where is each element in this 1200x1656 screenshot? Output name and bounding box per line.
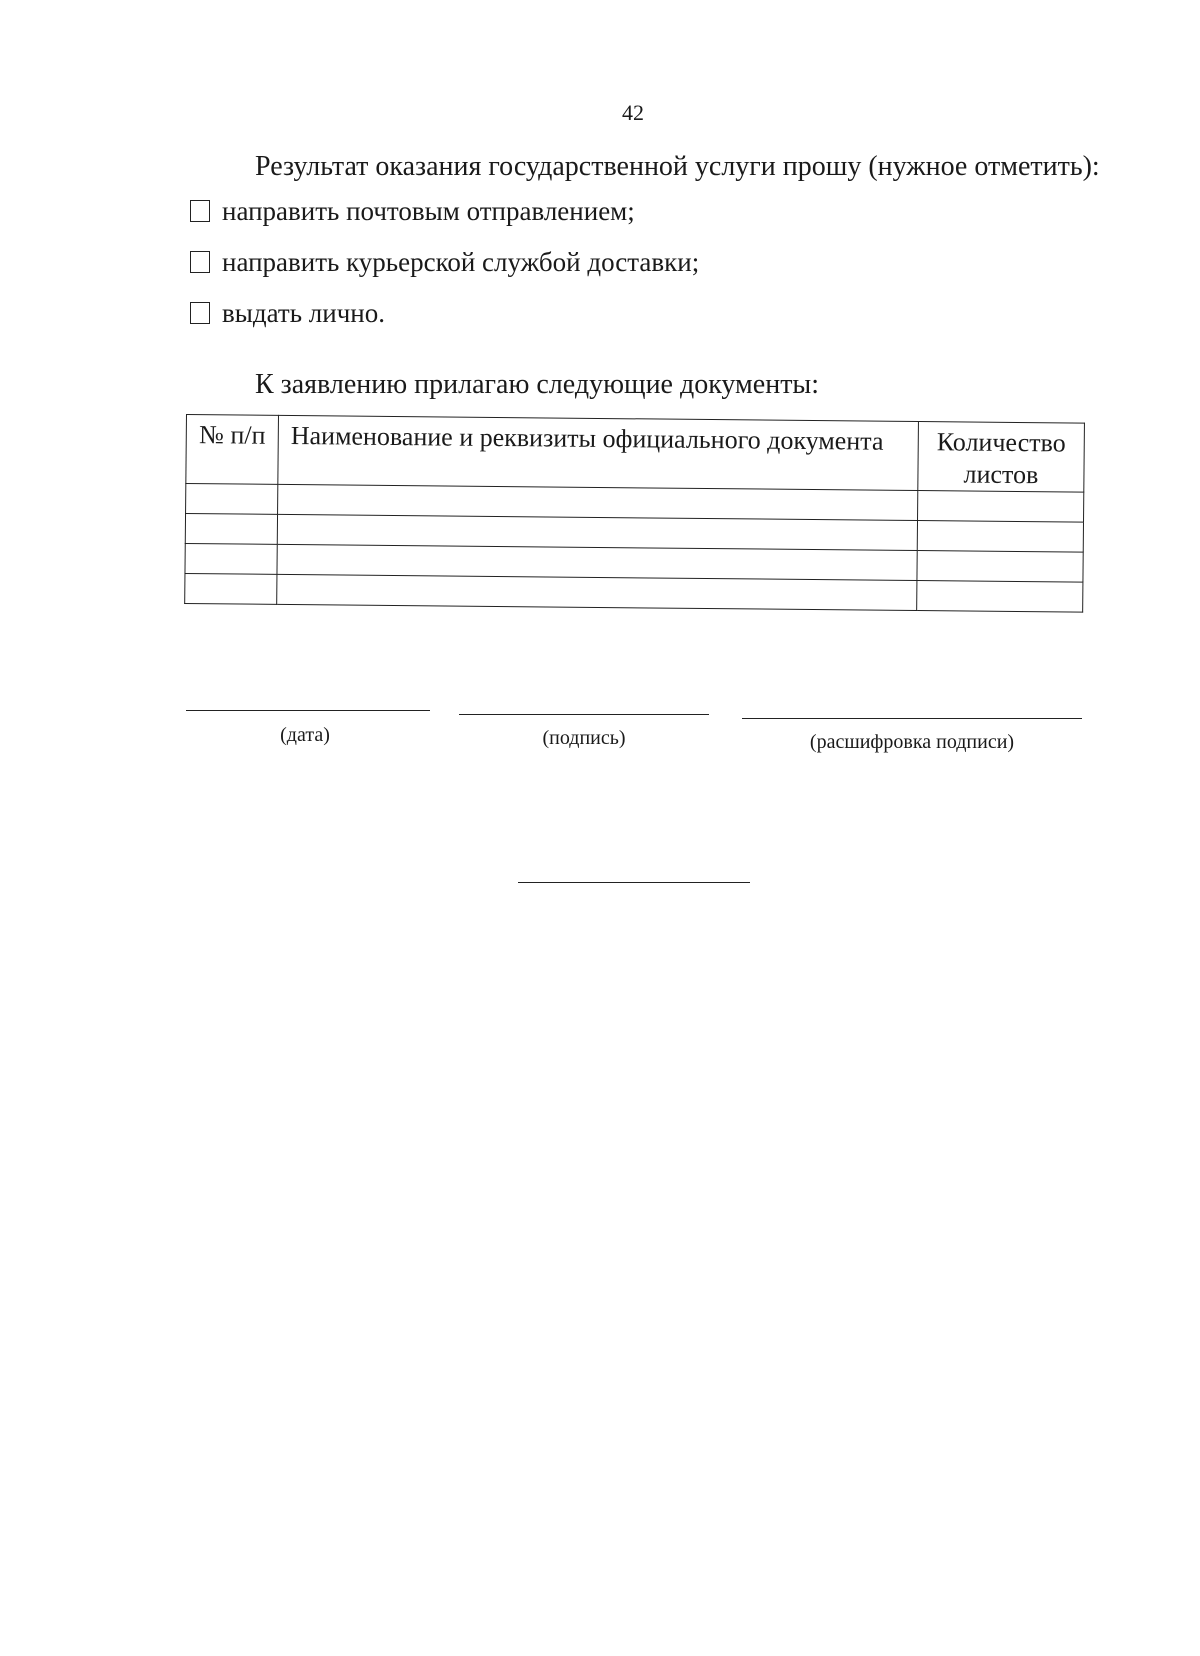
- delivery-option-in-person[interactable]: [190, 296, 385, 330]
- date-label: (дата): [280, 724, 330, 746]
- option-label-post: направить почтовым отправлением;: [222, 196, 635, 226]
- signature-line[interactable]: [459, 714, 709, 715]
- signature-decoding-label: (расшифровка подписи): [809, 731, 1015, 753]
- checkbox-post[interactable]: [190, 200, 210, 222]
- table-cell-number[interactable]: [185, 543, 277, 574]
- table-cell-number[interactable]: [185, 573, 277, 604]
- table-header-row: [186, 415, 1085, 493]
- table-cell-sheet-count[interactable]: [918, 491, 1084, 523]
- table-cell-sheet-count[interactable]: [917, 551, 1083, 583]
- column-header-sheet-count: Количество листов: [918, 422, 1085, 493]
- checkbox-in-person[interactable]: [190, 302, 210, 324]
- checkbox-courier[interactable]: [190, 251, 210, 273]
- documents-heading: К заявлению прилагаю следующие документы:: [255, 369, 820, 400]
- table-cell-number[interactable]: [185, 514, 277, 545]
- column-header-document-name: Наименование и реквизиты официального документа: [278, 415, 919, 490]
- page-number: 42: [622, 100, 644, 125]
- end-divider: [518, 882, 750, 883]
- signature-label: (подпись): [542, 727, 626, 749]
- option-label-courier: направить курьерской службой доставки;: [222, 247, 700, 277]
- option-label-in-person: выдать лично.: [222, 298, 385, 328]
- table-cell-number[interactable]: [186, 484, 278, 515]
- delivery-option-courier[interactable]: [190, 245, 699, 279]
- documents-table: [184, 414, 1085, 613]
- table-cell-document-name[interactable]: [277, 574, 917, 610]
- table-cell-sheet-count[interactable]: [917, 521, 1083, 553]
- column-header-number: № п/п: [186, 415, 279, 485]
- delivery-intro: Результат оказания государственной услуги прошу (нужное отметить):: [255, 151, 1100, 182]
- delivery-option-post[interactable]: [190, 194, 635, 228]
- table-cell-sheet-count[interactable]: [917, 581, 1083, 613]
- date-line[interactable]: [186, 710, 430, 711]
- signature-decoding-line[interactable]: [742, 718, 1082, 719]
